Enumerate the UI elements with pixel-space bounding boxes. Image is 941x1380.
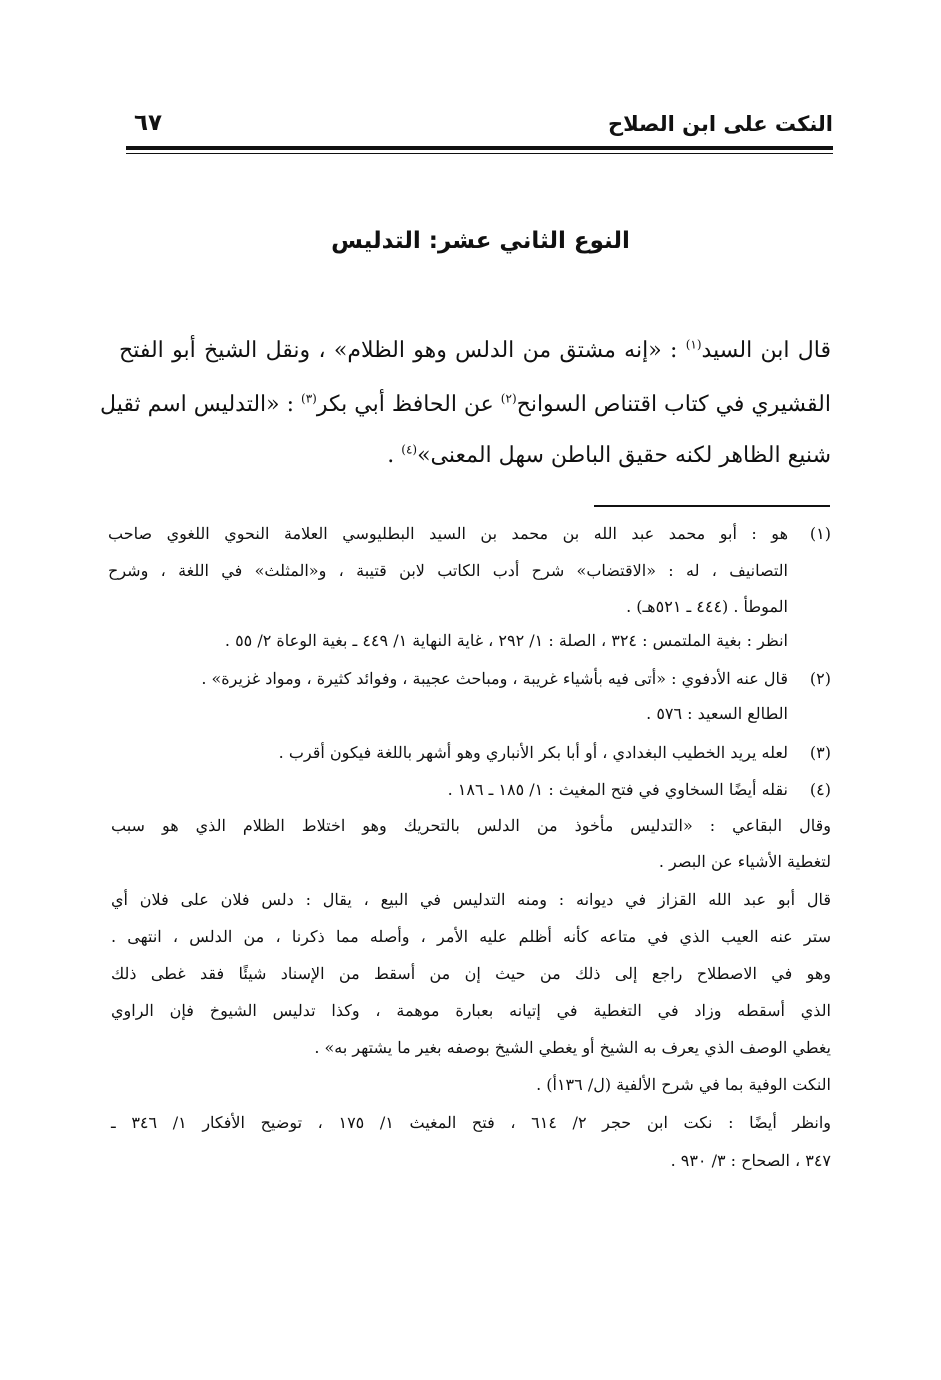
chapter-title: النوع الثاني عشر: التدليس [331, 228, 630, 254]
main-text-segment: . [387, 443, 402, 468]
footnote-ref-2: (٢) [500, 391, 517, 406]
footnote-line: يغطي الوصف الذي يعرف به الشيخ أو يغطي الشيخ بوصفه بغير ما يشتهر به» . [314, 1038, 831, 1057]
page-header [128, 106, 833, 146]
footnote-line: ستر عنه العيب الذي في متاعه كأنه أظلم عليه الأمر ، وأصله مما ذكرنا ، من الدلس ، انتهى . [111, 927, 831, 946]
footnote-line: الذي أسقطه وزاد في التغطية في إتيانه بعبارة موهمة ، وكذا تدليس الشيوخ فإن الراوي [111, 1001, 831, 1020]
footnote-line: الطالع السعيد : ٥٧٦ . [646, 704, 788, 723]
footnote-line: قال عنه الأدفوي : «أتى فيه بأشياء غريبة ، ومباحث عجيبة ، وفوائد كثيرة ، ومواد غزيرة» . [201, 669, 788, 688]
footnote-line: انظر : بغية الملتمس : ٣٢٤ ، الصلة : ١/ ٢٩٢ ، غاية النهاية ١/ ٤٤٩ ـ بغية الوعاة ٢/ ٥٥ . [224, 631, 788, 650]
footnote-line: النكت الوفية بما في شرح الألفية (ل/ ١٣٦أ) . [536, 1075, 831, 1094]
footnote-ref-4: (٤) [401, 442, 418, 457]
footnote-line: نقله أيضًا السخاوي في فتح المغيث : ١/ ١٨٥ ـ ١٨٦ . [447, 780, 788, 799]
footnote-line: وانظر أيضًا : نكت ابن حجر ٢/ ٦١٤ ، فتح المغيث ١/ ١٧٥ ، توضيح الأفكار ١/ ٣٤٦ ـ [111, 1113, 831, 1132]
footnote-line: الموطأ . (٤٤٤ ـ ٥٢١هـ) . [626, 597, 788, 616]
footnote-number: (١) [809, 524, 831, 543]
footnote-line: وقال البقاعي : «التدليس مأخوذ من الدلس بالتحريك وهو اختلاط الظلام الذي هو سبب [111, 816, 831, 835]
footnote-line: لتغطية الأشياء عن البصر . [658, 852, 831, 871]
footnote-line: قال أبو عبد الله القزاز في ديوانه : ومنه التدليس في البيع ، يقال : دلس فلان على فلان أي [111, 890, 831, 909]
main-text-segment: عن الحافظ أبي بكر [316, 392, 501, 417]
running-title: النكت على ابن الصلاح [607, 112, 833, 136]
footnote-line: هو : أبو محمد عبد الله بن محمد بن السيد البطليوسي العلامة النحوي اللغوي صاحب [108, 524, 788, 543]
main-text-line-2 [100, 391, 831, 417]
footnote-ref-3: (٣) [301, 391, 317, 406]
footnote-number: (٤) [809, 780, 831, 799]
footnote-line: ٣٤٧ ، الصحاح : ٣/ ٩٣٠ . [670, 1151, 831, 1170]
footnote-line: لعله يريد الخطيب البغدادي ، أو أبا بكر الأنباري وهو أشهر باللغة فيكون أقرب . [278, 743, 788, 762]
main-text-segment: قال ابن السيد [701, 338, 831, 363]
main-text-line-1 [119, 338, 831, 363]
main-text-segment: : «إنه مشتق من الدلس وهو الظلام» ، ونقل الشيخ أبو الفتح [119, 338, 686, 363]
main-text-segment: شنيع الظاهر لكنه حقيق الباطن سهل المعنى» [417, 443, 831, 468]
header-rule-thick [126, 146, 833, 150]
footnote-line: وهو في الاصطلاح راجع إلى ذلك من حيث إن من أسقط من الإسناد شيئًا فقد غطى ذلك [111, 964, 831, 983]
main-text-line-3 [119, 443, 831, 468]
header-rule-thin [126, 153, 833, 154]
footnote-separator [594, 505, 830, 507]
main-text-segment: : «التدليس اسم ثقيل [100, 392, 302, 417]
page-number: ٦٧ [134, 110, 163, 136]
footnote-line: التصانيف ، له : «الاقتضاب» شرح أدب الكاتب لابن قتيبة ، و«المثلث» في اللغة ، وشرح [108, 561, 789, 580]
footnote-number: (٣) [809, 743, 831, 762]
main-text-segment: القشيري في كتاب اقتناص السوانح [516, 392, 831, 417]
footnote-ref-1: (١) [685, 337, 702, 352]
footnote-number: (٢) [809, 669, 831, 688]
